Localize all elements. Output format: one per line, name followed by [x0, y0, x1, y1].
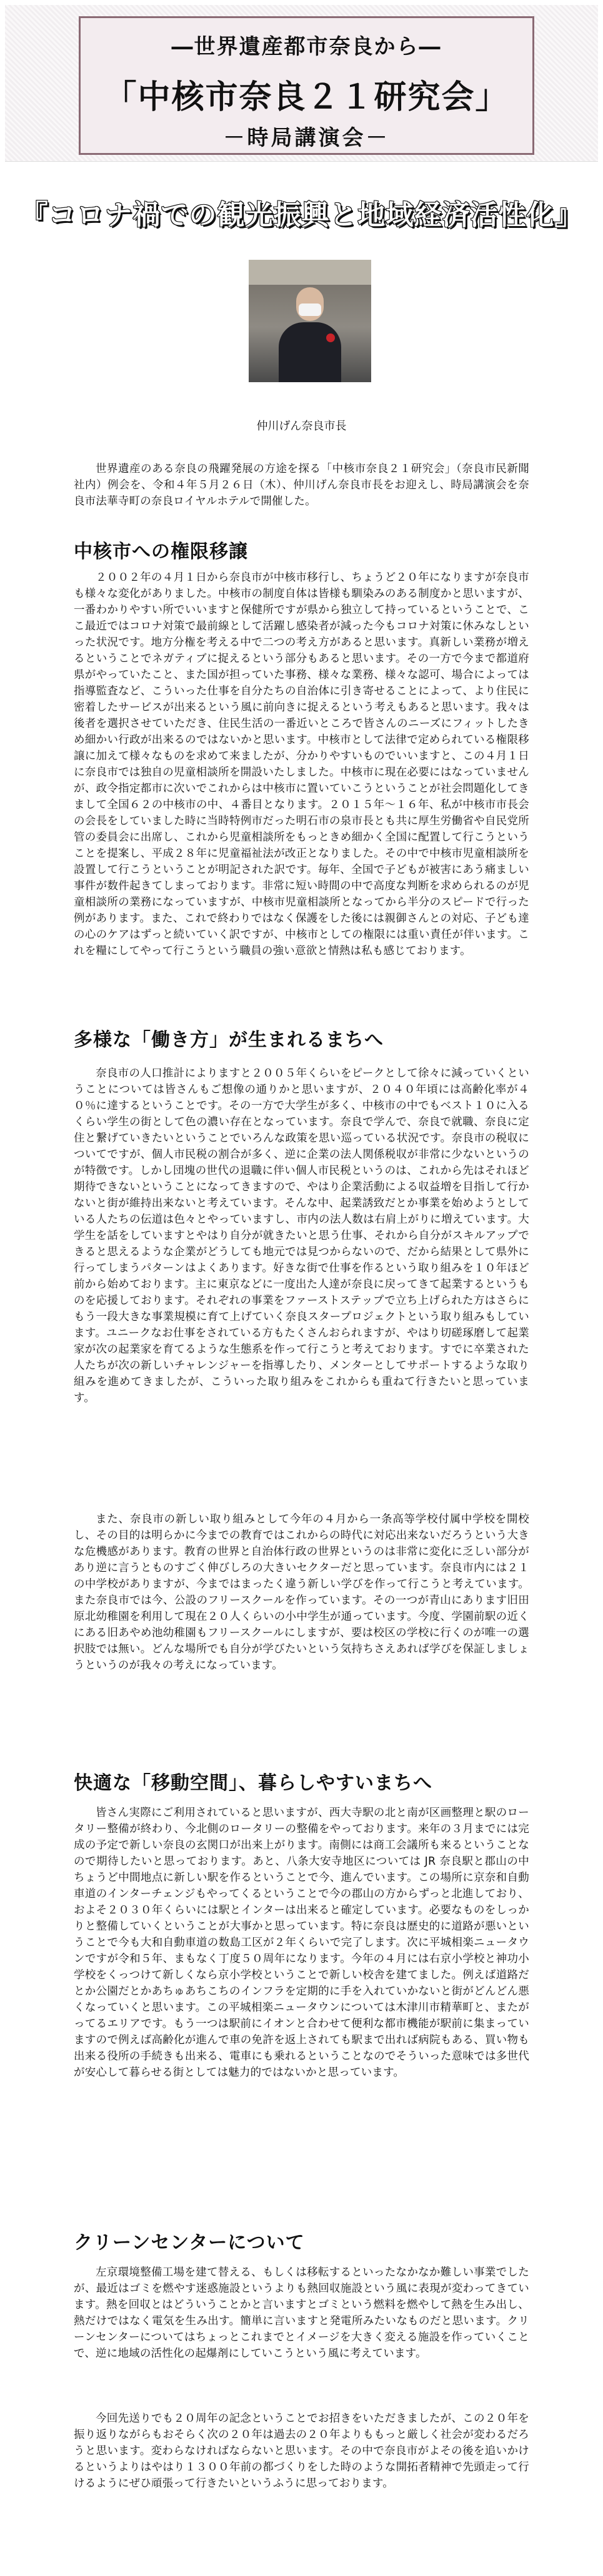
header-band: [5, 5, 598, 162]
photo-background: [249, 260, 371, 285]
photo-figure-body: [279, 322, 341, 382]
mayor-photo: [249, 260, 371, 382]
header-box: [79, 16, 534, 155]
section-paragraph: ２００２年の４月１日から奈良市が中核市移行し、ちょうど２０年になりますが奈良市も様々な変化がありました。中核市の制度自体は皆様も馴染みのある制度かと思いますが、一番わかりやすい所でいいますと保健所ですが県から独立して持っているということで、ここ最近ではコロナ対策で最前線として活躍し感染者が減った今もコロナ対策に休みなしといった状況です。地方分権を考える中で二つの考え方があると思います。真新しい業務が増えるということでネガティブに捉えるという部分もあると思います。その一方で今まで都道府県がやっていたこと、また国が担っていた事務、様々な業務、様々な認可、場合によっては指導監査など、こういった仕事を自分たちの自治体に引き寄せることによって、より住民に密着したサービスが出来るという風に前向きに捉えるという考えもあると思います。我々は後者を選択させていただき、住民生活の一番近いところで皆さんのニーズにフィットしたきめ細かい行政が出来るのではないかと思います。中核市として法律で定められている権限移譲に加えて様々なものを求めて来ましたが、分かりやすいものでいいますと、この４月１日に奈良市では独自の児童相談所を開設いたしました。中核市に現在必要にはなっていませんが、政令指定都市に次いでこれからは中核市に置いていこうということが社会問題化してきまして全国６２の中核市の中、４番目となります。２０１５年～１６年、私が中核市市長会の会長をしていました時に当時特例市だった明石市の泉市長とも共に厚生労働省や自民党所管の委員会に出席し、これから児童相談所をもっときめ細かく全国に配置して行こうということを提案し、平成２８年に児童福祉法が改正となりました。その中で中核市児童相談所を設置して行こうということが明記された訳です。毎年、全国で子どもが被害にあう痛ましい事件が数件起きてしまっております。非常に短い時間の中で高度な判断を求められるのが児童相談所の業務になっていますが、中核市児童相談所となってから半分のスピードで行った例があります。また、これで終わりではなく保護をした後には親御さんとの対応、子ども達の心のケアはずっと続いていく訳ですが、中核市としての権限には重い責任が伴います。これを糧にしてやって行こうという職員の強い意欲と情熱は私も感じております。: [74, 571, 529, 957]
intro-paragraph: 世界遺産のある奈良の飛躍発展の方途を探る「中核市奈良２１研究会」（奈良市民新聞社内）例会を、令和４年５月２６日（木）、仲川げん奈良市長をお迎えし、時局講演会を奈良市法華寺町の奈良ロイヤルホテルで開催した。: [74, 463, 529, 508]
photo-mask: [299, 303, 321, 316]
section-heading: 中核市への権限移譲: [74, 541, 248, 563]
photo-caption: 仲川げん奈良市長: [256, 420, 347, 433]
section-paragraph: また、奈良市の新しい取り組みとして今年の４月から一条高等学校付属中学校を開校し、その目的は明らかに今までの教育ではこれからの時代に対応出来ないだろうという大きな危機感があります。教育の世界と自治体行政の世界というのは非常に変化に乏しい部分があり逆に言うとものすごく伸びしろの大きいセクターだと思っています。奈良市内には２１の中学校がありますが、今まではまったく違う新しい学びを作って行こうと考えています。また奈良市では今、公設のフリースクールを作っています。その一つが青山にあります旧田原北幼稚園を利用して現在２０人くらいの小中学生が通っています。今度、学園前駅の近くにある旧あやめ池幼稚園もフリースクールにしますが、要は校区の学校に行くのが唯一の選択肢では無い。どんな場所でも自分が学びたいという気持ちさえあれば学びを保証しましょうというのが我々の考えになっています。: [74, 1513, 530, 1672]
section-paragraph: 今回先送りでも２０周年の記念ということでお招きをいただきましたが、この２０年を振り返りながらもおそらく次の２０年は過去の２０年よりももっと厳しく社会が変わるだろうと思います。変わらなければならないと思います。その中で奈良市がよその後を追いかけるというよりはやはり１３００年前の都づくりをした時のような開拓者精神で先頭走って行けるようにぜひ頑張って行きたいというふうに思っております。: [74, 2412, 529, 2490]
header-title: 「中核市奈良２１研究会」: [104, 79, 509, 116]
header-subtitle-top: ―世界遺産都市奈良から―: [171, 34, 442, 59]
section-heading: クリーンセンターについて: [74, 2232, 305, 2254]
section-heading: 多様な「働き方」が生まれるまちへ: [74, 1029, 384, 1051]
section-paragraph: 左京環境整備工場を建て替える、もしくは移転するといったなかなか難しい事業でしたが、最近はゴミを燃やす迷惑施設というよりも熱回収施設という風に表現が変わってきています。熱を回収とはどういうことかと言いますとゴミという燃料を燃やして熱を生み出し、熱だけではなく電気を生み出す。簡単に言いますと発電所みたいなものだと思います。クリーンセンターについてはちょっとこれまでとイメージを大きく変える施設を作っていくことで、逆に地域の活性化の起爆剤にしていこうという風に考えています。: [74, 2266, 529, 2360]
section-heading: 快適な「移動空間」、暮らしやすいまちへ: [74, 1772, 432, 1794]
photo-rosette: [326, 333, 335, 342]
header-subtitle-bottom: －時局講演会－: [223, 126, 390, 151]
lecture-title: 『コロナ禍での観光振興と地域経済活性化』: [20, 199, 583, 231]
section-paragraph: 奈良市の人口推計によりますと２００５年くらいをピークとして徐々に減っていくということについては皆さんもご想像の通りかと思いますが、２０４０年頃には高齢化率が４０％に達するということです。その一方で大学生が多く、中核市の中でもベスト１０に入るくらい学生の街として色の濃い存在となっています。奈良で学んで、奈良で就職、奈良に定住と繋げていきたいということでいろんな政策を思い巡っている状況です。奈良市の税収についてですが、個人市民税の割合が多く、逆に企業の法人関係税収が非常に少ないというのが特徴です。しかし団塊の世代の退職に伴い個人市民税というのは、これから先はそれほど期待できないということになってきますので、やはり企業活動による収益増を目指して行かないと街が維持出来ないと考えています。そんな中、起業誘致だとか事業を始めようとしている人たちの伝道は色々とやっていますし、市内の法人数は右肩上がりに増えています。大学生を話をしていますとやはり自分が就きたいと思う仕事、それから自分がスキルアップできると思えるような企業がどうしても地元では見つからないので、だから結果として県外に行ってしまうパターンはよくあります。好きな街で仕事を作るという取り組みを１０年ほど前から始めております。主に東京などに一度出た人達が奈良に戻ってきて起業するというものを応援しております。それぞれの事業をファーストステップで立ち上げられた方はさらにもう一段大きな事業規模に育て上げていく奈良スタープロジェクトという取り組みもしています。ユニークなお仕事をされている方もたくさんおられますが、やはり切磋琢磨して起業家が次の起業家を育てるような生態系を作って行こうと考えております。すでに卒業された人たちが次の新しいチャレンジャーを指導したり、メンターとしてサポートするような取り組みを進めてきましたが、こういった取り組みをこれからも重ねて行きたいと思っています。: [74, 1067, 529, 1404]
section-paragraph: 皆さん実際にご利用されていると思いますが、西大寺駅の北と南が区画整理と駅のロータリー整備が終わり、今北側のロータリーの整備をやっております。来年の３月までには完成の予定で新しい奈良の玄関口が出来上がります。南側には商工会議所も来るということなので期待したいと思っております。あと、八条大安寺地区については JR 奈良駅と郡山の中ちょうど中間地点に新しい駅を作るということで今、進んでいます。この場所に京奈和自動車道のインターチェンジもやってくるということで今の郡山の方からずっと北進しており、およそ２０３０年くらいには駅とインターは出来ると確定しています。必要なものをしっかりと整備していくということが大事かと思っています。特に奈良は歴史的に道路が悪いということで今も大和自動車道の数島工区が２年くらいで完了します。次に平城相楽ニュータウンですが令和５年、まもなく丁度５０周年になります。今年の４月には右京小学校と神功小学校をくっつけて新しくなら京小学校ということで新しい校舎を建てました。例えば道路だとか公園だとかあちゅあちこちのインフラを定期的に手を入れていかないと街がどんどん悪くなっていくと思います。この平城相楽ニュータウンについては木津川市精華町と、またがってるエリアです。もう一つは駅前にイオンと合わせて便利な都市機能が駅前に集まっていますので例えば高齢化が進んで車の免許を返上されても駅まで出れば病院もある、買い物も出来る役所の手続きも出来る、電車にも乗れるということなのでそういった意味では多世代が安心して暮らせる街としては魅力的ではないかと思っています。: [74, 1807, 529, 2079]
